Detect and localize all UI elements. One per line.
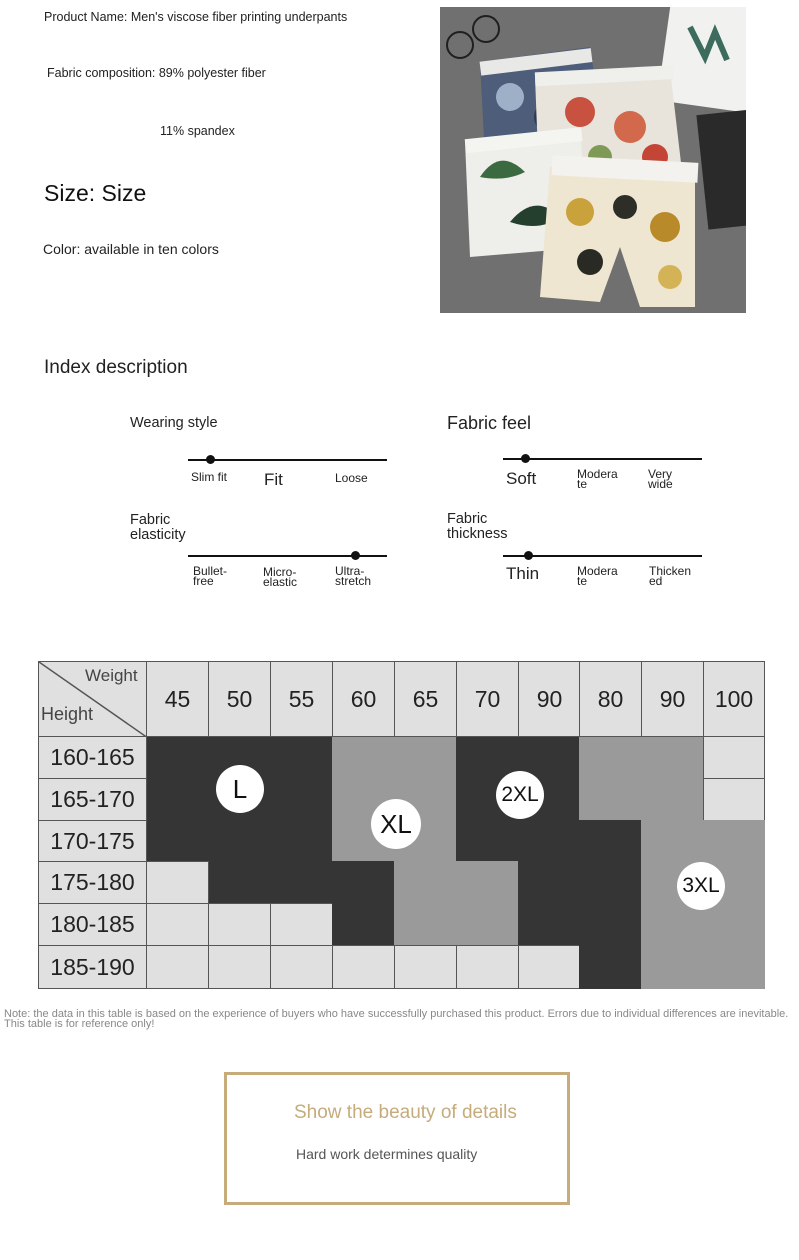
fabric-thickness-option: Thin (506, 564, 540, 583)
size-badge-2xl: 2XL (496, 771, 544, 819)
empty-cell (456, 945, 519, 989)
details-title: Show the beauty of details (294, 1102, 517, 1123)
fabric-thickness-indicator (524, 551, 533, 560)
corner-header-cell (38, 661, 147, 737)
empty-cell (518, 945, 580, 989)
size-chart-table (38, 661, 765, 989)
size-l-region (209, 861, 332, 903)
weight-header: 90 (641, 661, 704, 737)
weight-axis-label: Weight (85, 666, 138, 685)
fabric-elasticity-indicator (351, 551, 360, 560)
empty-cell (270, 903, 333, 946)
details-banner (224, 1072, 570, 1205)
product-photo (440, 7, 746, 313)
fabric-feel-option: Very wide (648, 467, 673, 491)
fabric-thickness-label: Fabric thickness (447, 511, 508, 542)
size-heading: Size: Size (44, 180, 147, 206)
fabric-feel-option: Soft (506, 469, 537, 488)
fabric-feel-label: Fabric feel (447, 413, 532, 433)
fabric-feel-track (503, 458, 702, 460)
weight-header: 80 (579, 661, 642, 737)
height-header: 165-170 (38, 778, 147, 821)
color-info: Color: available in ten colors (43, 241, 219, 257)
fabric-elasticity-label: Fabric elasticity (130, 512, 186, 543)
height-header: 185-190 (38, 945, 147, 989)
wearing-style-option: Loose (335, 471, 368, 485)
size-note: Note: the data in this table is based on the experience of buyers who have successfully purchased this product. Errors due to individual differences are inevitable. This table is for reference only! (4, 1008, 789, 1030)
wearing-style-indicator (206, 455, 215, 464)
height-header: 180-185 (38, 903, 147, 946)
fabric-composition: Fabric composition: 89% polyester fiber (47, 66, 266, 80)
weight-header: 60 (332, 661, 395, 737)
weight-header: 65 (394, 661, 457, 737)
weight-header: 90 (518, 661, 581, 737)
empty-cell (146, 861, 209, 904)
fabric-feel-option: Modera te (577, 467, 618, 491)
empty-cell (703, 778, 765, 821)
empty-cell (146, 945, 209, 989)
wearing-style-option: Slim fit (191, 470, 227, 484)
empty-cell (146, 903, 209, 946)
height-header: 170-175 (38, 820, 147, 863)
fabric-elasticity-option: Micro- elastic (263, 565, 298, 589)
fabric-thickness-option: Modera te (577, 564, 618, 588)
empty-cell (208, 945, 271, 989)
empty-cell (394, 945, 457, 989)
wearing-style-label: Wearing style (130, 415, 218, 431)
fabric-thickness-option: Thicken ed (649, 564, 692, 588)
wearing-style-track (188, 459, 387, 461)
index-title: Index description (44, 357, 188, 378)
empty-cell (332, 945, 395, 989)
size-badge-3xl: 3XL (677, 862, 725, 910)
empty-cell (270, 945, 333, 989)
empty-cell (703, 736, 765, 779)
weight-header: 45 (146, 661, 209, 737)
fabric-elasticity-option: Bullet- free (193, 564, 228, 588)
weight-header: 100 (703, 661, 765, 737)
product-name: Product Name: Men's viscose fiber printing underpants (44, 10, 348, 24)
empty-cell (208, 903, 271, 946)
underpants-illustration (440, 7, 746, 313)
height-axis-label: Height (41, 704, 94, 724)
height-header: 160-165 (38, 736, 147, 779)
spandex-composition: 11% spandex (160, 124, 235, 138)
size-xl-dark-region (332, 861, 394, 945)
weight-header: 70 (456, 661, 519, 737)
fabric-elasticity-option: Ultra- stretch (335, 564, 372, 588)
size-xl-region (394, 861, 518, 945)
size-badge-l: L (216, 765, 264, 813)
weight-header: 55 (270, 661, 333, 737)
fabric-feel-indicator (521, 454, 530, 463)
size-3xl-region (579, 737, 703, 820)
details-subtitle: Hard work determines quality (296, 1146, 478, 1162)
wearing-style-option: Fit (264, 470, 283, 489)
height-header: 175-180 (38, 861, 147, 904)
weight-header: 50 (208, 661, 271, 737)
size-2xl-region (579, 861, 641, 989)
size-badge-xl: XL (371, 799, 421, 849)
